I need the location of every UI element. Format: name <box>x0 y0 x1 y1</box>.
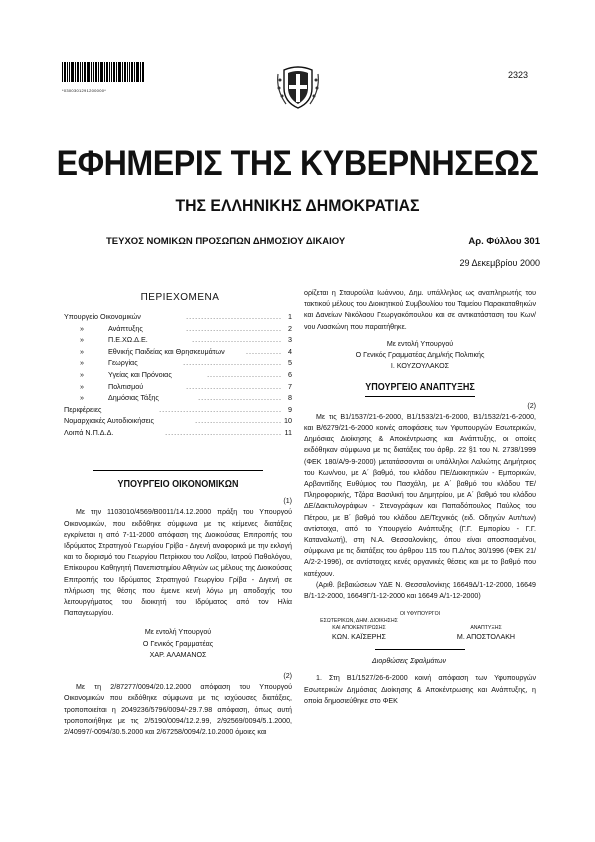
toc-item-label: Υπουργείο Οικονομικών <box>64 312 141 321</box>
toc-item <box>64 416 292 428</box>
toc-item-page: 7 <box>288 381 292 391</box>
section-title-finance: ΥΠΟΥΡΓΕΙΟ ΟΙΚΟΝΟΜΙΚΩΝ <box>117 479 239 490</box>
toc-item <box>64 335 292 347</box>
toc-item-label: Περιφέρειες <box>64 404 102 414</box>
toc-item <box>64 312 292 324</box>
toc-item-page: 6 <box>288 369 292 379</box>
signature-names <box>304 632 536 643</box>
section-rule <box>365 396 475 397</box>
toc-item <box>64 324 292 336</box>
toc-item-label: Εθνικής Παιδείας και Θρησκευμάτων <box>108 346 225 356</box>
toc-item-label: Γεωργίας <box>108 358 138 368</box>
barcode-number: *0300301291200000* <box>62 88 107 93</box>
toc-item-mark: » <box>80 323 84 333</box>
reference-number: (2) <box>527 401 536 410</box>
toc-item <box>64 358 292 370</box>
issue-type: ΤΕΥΧΟΣ ΝΟΜΙΚΩΝ ΠΡΟΣΩΠΩΝ ΔΗΜΟΣΙΟΥ ΔΙΚΑΙΟΥ <box>106 236 346 247</box>
signature-line: Ο Γενικός Γραμματέας Δημ/κής Πολιτικής <box>355 351 485 360</box>
toc-item-page: 9 <box>288 404 292 414</box>
toc-item-mark: » <box>80 335 84 345</box>
signature-name: ΧΑΡ. ΑΛΑΜΑΝΟΣ <box>149 650 207 659</box>
toc-item-page: 11 <box>284 427 292 437</box>
sheet-number: Αρ. Φύλλου 301 <box>468 236 540 247</box>
paragraph: Με τη 2/87277/0094/20.12.2000 απόφαση του Υπουργού Οικονομικών που εκδόθηκε σύμφωνα με τις ισχύουσες διατάξεις, τροποποιείται η 2049236/5796/0094/-29.7.98 απόφαση, όπως αυτή τροποποιήθηκε με τις 2/5190/0094/12.2.99, 2/92569/0094/5.1.2000, 2/40997/-0094/30.5.2000 και 2/67258/0094/2.10.2000 όμοιες και <box>64 683 292 737</box>
signature-role-line: ΑΝΑΠΤΥΞΗΣ <box>470 625 502 632</box>
signature-block <box>64 627 292 661</box>
signature-name: Ι. ΚΟΥΖΟΥΛΑΚΟΣ <box>390 362 450 371</box>
toc-item <box>64 428 292 440</box>
toc-item-page: 10 <box>284 416 292 426</box>
reference-number: (2) <box>283 672 292 681</box>
toc-item-mark: » <box>80 393 84 403</box>
signature-role-left <box>304 618 414 632</box>
signature-heading: ΟΙ ΥΦΥΠΟΥΡΓΟΙ <box>399 611 441 618</box>
toc-leader-dots: ............................ <box>198 393 282 403</box>
signature-line: Ο Γενικός Γραμματέας <box>142 639 214 648</box>
signature-role-line: ΚΑΙ ΑΠΟΚΕΝΤ/ΡΩΣΗΣ <box>332 625 386 632</box>
toc-item-label: Νομαρχιακές Αυτοδιοικήσεις <box>64 416 154 426</box>
toc-leader-dots: ................................ <box>186 312 282 321</box>
ministers-signature-block <box>304 610 536 643</box>
paragraph: 1. Στη Β1/1527/26-6-2000 κοινή απόφαση των Υφυπουργών Εσωτερικών Δημόσιας Διοίκησης & Αποκέντρωσης και Ανάπτυξης, η οποία δημοσιεύθηκε στο ΦΕΚ <box>304 674 536 705</box>
toc-leader-dots: ....................................... <box>165 427 282 437</box>
barcode <box>62 62 154 86</box>
toc-leader-dots: ............ <box>246 346 282 356</box>
toc-leader-dots: ................................ <box>186 381 282 391</box>
toc-item-label: Υγείας και Πρόνοιας <box>108 369 172 379</box>
paragraph: (Αριθ. βεβαιώσεων ΥΔΕ Ν. Θεσσαλονίκης 16649Δ/1-12-2000, 16649 Β/1-12-2000, 16649Γ/1-12-2000 και 16649 Α/1-12-2000) <box>304 580 536 601</box>
toc-leader-dots: ............................. <box>195 416 282 426</box>
toc-leader-dots: ......................... <box>207 369 282 379</box>
toc-item-label: Π.Ε.ΧΩ.Δ.Ε. <box>108 335 148 345</box>
toc-item <box>64 405 292 417</box>
toc-item <box>64 393 292 405</box>
toc-heading: ΠΕΡΙΕΧΟΜΕΝΑ <box>140 292 220 303</box>
finance-section <box>64 470 292 738</box>
toc-leader-dots: .............................. <box>192 335 282 345</box>
paragraph: Με την 1103010/4569/Β0011/14.12.2000 πράξη του Υπουργού Οικονομικών, που εκδόθηκε σύμφωνα με τις κείμενες διατάξεις εγκρίνεται η από 7-11-2000 απόφαση της Διοικούσας Επιτροπής του Ιδρύματος Στρατηγού Γεωργίου Γρίβα - Διγενή αναφορικά με την εκλογή και το διορισμό του Γεωργίου Πετρίκκου του Λοΐζου, Ιατρού Παθολόγου, Επίκουρου Καθηγητή Πανεπιστημίου Αθηνών ως μέλους της Διοικούσας Επιτροπής του Ιδρύματος Στρατηγού Γεωργίου Γρίβα - Διγενή σε πλήρωση της θέσης που έμεινε κενή λόγω μη αποδοχής του λειτουργήματος του διοικητή του Ιδρύματος από τον Ηλία Παπαγεωργίου. <box>64 508 292 618</box>
toc-item <box>64 382 292 394</box>
toc-item-page: 2 <box>288 323 292 333</box>
toc-item-page: 3 <box>288 335 292 345</box>
gazette-subtitle: ΤΗΣ ΕΛΛΗΝΙΚΗΣ ΔΗΜΟΚΡΑΤΙΑΣ <box>175 196 420 215</box>
gazette-title: ΕΦΗΜΕΡΙΣ ΤΗΣ ΚΥΒΕΡΝΗΣΕΩΣ <box>56 144 539 183</box>
greek-coat-of-arms-icon <box>276 64 320 110</box>
toc-item-mark: » <box>80 381 84 391</box>
toc-item-page: 8 <box>288 393 292 403</box>
paragraph: ορίζεται η Σταυρούλα Ιωάννου, Δημ. υπάλληλος ως αναπληρωτής του τακτικού μέλους του Διοικητικού Συμβουλίου του Ταμείου Παρακαταθηκών και Δανείων Νικόλαου Γεωργακόπουλου και σε αντικατάσταση του Κων/νου Λιασκώνη που παραιτήθηκε. <box>304 289 536 331</box>
toc-item-label: Λοιπά Ν.Π.Δ.Δ. <box>64 427 114 437</box>
toc-item <box>64 347 292 359</box>
table-of-contents <box>64 312 292 440</box>
issue-date: 29 Δεκεμβρίου 2000 <box>459 258 540 268</box>
signature-name: ΚΩΝ. ΚΑΪΣΕΡΗΣ <box>332 633 386 642</box>
toc-item-label: Ανάπτυξης <box>108 323 143 333</box>
issue-bar <box>106 236 540 250</box>
toc-item-label: Δημόσιας Τάξης <box>108 393 159 403</box>
section-rule <box>93 470 263 471</box>
paragraph: Με τις Β1/1537/21-6-2000, Β1/1533/21-6-2000, Β1/1532/21-6-2000, και Β/6279/21-6-2000 κοινές αποφάσεις των Υφυπουργών Εσωτερικών, Δημόσιας Διοίκησης & Αποκέντρωσης και Ανάπτυξης, οι οποίες εκδόθηκαν σύμφωνα με τις διατάξεις του άρθρ. 22 §1 του Ν. 2738/1999 (ΦΕΚ 180/Α/9-9-2000) μετατάσσονται οι υπάλληλοι Λαλιώτης Δημήτριος του Κων/νου, με Α΄ βαθμό, του κλάδου ΠΕ/Διοικητικών - Εμπορικών, Αρβανιτίδης Ευθύμιος του Πασχάλη, με Α΄ βαθμό του κλάδου ΤΕ/Πληροφορικής, Τζάρα Βασιλική του Δημητρίου, με Α΄ βαθμό του κλάδου ΔΕ/Δακτυλογράφων - Στενογράφων και Παπαδόπουλος Παύλος του Πέτρου, με Β΄ βαθμό του κλάδου ΔΕ/Τεχνικός (ειδ. Οδηγών Αυτ/των) αντίστοιχα, από το Υπουργείο Ανάπτυξης (Γ.Γ. Εμπορίου - Γ.Γ. Καταναλωτή), στη Ν.Α. Θεσσαλονίκης, όπου είναι αποσπασμένοι, σύμφωνα με τις διατάξεις του άρθρου 115 του Π.Δ/τος 30/1996 (ΦΕΚ 21/Α/2-2-1996), σε αντίστοιχες κενές οργανικές θέσεις και με το βαθμό που κατέχουν. <box>304 412 536 578</box>
toc-item-mark: » <box>80 346 84 356</box>
signature-line: Με εντολή Υπουργού <box>386 339 454 348</box>
toc-item <box>64 370 292 382</box>
corrections-title: Διορθώσεις Σφαλμάτων <box>372 657 447 666</box>
toc-item-page: 1 <box>288 312 292 321</box>
page-number: 2323 <box>508 70 529 80</box>
toc-leader-dots: ................................. <box>183 358 282 368</box>
toc-item-page: 4 <box>288 346 292 356</box>
toc-item-mark: » <box>80 358 84 368</box>
toc-item-page: 5 <box>288 358 292 368</box>
toc-leader-dots: ................................ <box>186 323 282 333</box>
signature-block <box>304 339 536 373</box>
signature-line: Με εντολή Υπουργού <box>144 628 212 637</box>
signature-role-right <box>436 618 536 632</box>
right-column <box>304 288 536 707</box>
signature-roles <box>304 618 536 632</box>
reference-number: (1) <box>283 497 292 506</box>
signature-role-line: ΕΣΩΤΕΡΙΚΩΝ, ΔΗΜ. ΔΙΟΙΚΗΣΗΣ <box>320 618 398 625</box>
section-title-development: ΥΠΟΥΡΓΕΙΟ ΑΝΑΠΤΥΞΗΣ <box>365 382 475 394</box>
toc-item-mark: » <box>80 369 84 379</box>
toc-leader-dots: ......................................... <box>159 404 282 414</box>
signature-name: Μ. ΑΠΟΣΤΟΛΑΚΗ <box>456 633 516 642</box>
section-rule <box>375 649 465 650</box>
toc-item-label: Πολιτισμού <box>108 381 144 391</box>
